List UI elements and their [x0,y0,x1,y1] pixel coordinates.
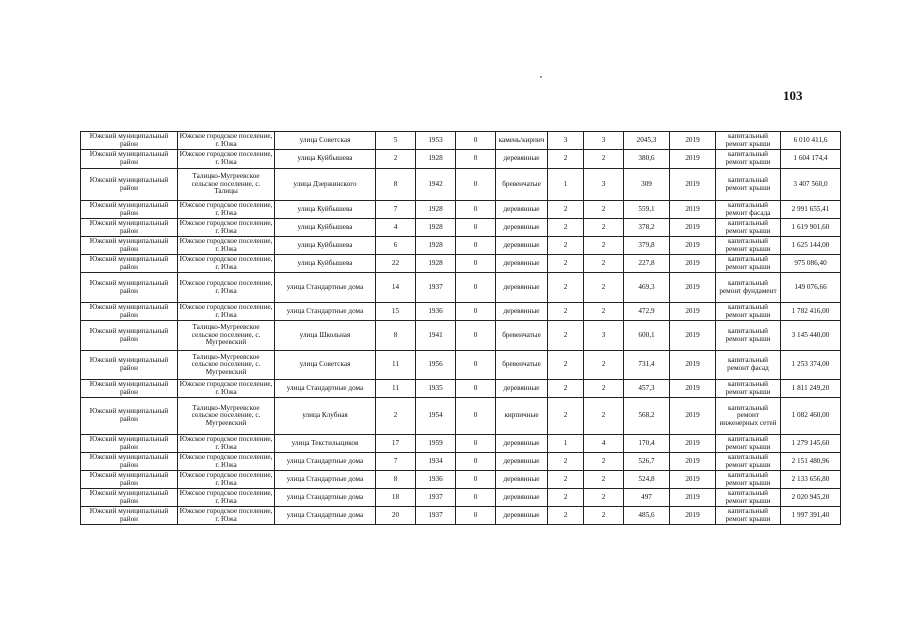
district-cell: Южский муниципальный район [81,321,178,351]
house-number-cell: 17 [376,435,416,453]
wall-material-cell: деревянные [496,201,548,219]
house-number-cell: 11 [376,380,416,398]
plan-year-cell: 2019 [670,255,716,273]
table-row [81,255,841,273]
plan-year-cell: 2019 [670,132,716,150]
cost-cell: 1 811 249,20 [781,380,841,398]
cost-cell: 1 082 460,00 [781,398,841,435]
settlement-cell: Южское городское поселение, г. Южа [178,435,275,453]
area-cell: 497 [624,489,670,507]
plan-year-cell: 2019 [670,201,716,219]
housing-repair-table [80,131,841,525]
house-number-cell: 11 [376,351,416,380]
zero-column-cell: 0 [456,380,496,398]
table-row [81,453,841,471]
area-cell: 457,3 [624,380,670,398]
floors-cell: 2 [548,507,584,525]
wall-material-cell: бревенчатые [496,169,548,201]
settlement-cell: Южское городское поселение, г. Южа [178,219,275,237]
plan-year-cell: 2019 [670,435,716,453]
area-cell: 568,2 [624,398,670,435]
entrances-cell: 2 [584,453,624,471]
area-cell: 227,8 [624,255,670,273]
settlement-cell: Южское городское поселение, г. Южа [178,255,275,273]
work-type-cell: капитальный ремонт крыши [716,169,781,201]
work-type-cell: капитальный ремонт крыши [716,380,781,398]
house-number-cell: 8 [376,169,416,201]
district-cell: Южский муниципальный район [81,398,178,435]
entrances-cell: 2 [584,201,624,219]
zero-column-cell: 0 [456,201,496,219]
plan-year-cell: 2019 [670,471,716,489]
work-type-cell: капитальный ремонт инженерных сетей [716,398,781,435]
cost-cell: 2 133 656,80 [781,471,841,489]
street-cell: улица Советская [275,351,376,380]
table-row [81,132,841,150]
settlement-cell: Южское городское поселение, г. Южа [178,273,275,303]
plan-year-cell: 2019 [670,169,716,201]
build-year-cell: 1935 [416,380,456,398]
plan-year-cell: 2019 [670,237,716,255]
floors-cell: 2 [548,453,584,471]
entrances-cell: 3 [584,321,624,351]
area-cell: 378,2 [624,219,670,237]
settlement-cell: Южское городское поселение, г. Южа [178,237,275,255]
floors-cell: 2 [548,398,584,435]
build-year-cell: 1928 [416,237,456,255]
street-cell: улица Стандартные дома [275,380,376,398]
build-year-cell: 1937 [416,273,456,303]
zero-column-cell: 0 [456,132,496,150]
plan-year-cell: 2019 [670,507,716,525]
table-row [81,435,841,453]
district-cell: Южский муниципальный район [81,219,178,237]
cost-cell: 6 010 411,6 [781,132,841,150]
floors-cell: 2 [548,255,584,273]
cost-cell: 1 625 144,00 [781,237,841,255]
floors-cell: 2 [548,237,584,255]
build-year-cell: 1934 [416,453,456,471]
cost-cell: 975 086,40 [781,255,841,273]
entrances-cell: 2 [584,489,624,507]
settlement-cell: Южское городское поселение, г. Южа [178,201,275,219]
house-number-cell: 2 [376,150,416,169]
settlement-cell: Южское городское поселение, г. Южа [178,489,275,507]
area-cell: 379,8 [624,237,670,255]
house-number-cell: 22 [376,255,416,273]
cost-cell: 1 997 391,40 [781,507,841,525]
table-row [81,219,841,237]
build-year-cell: 1936 [416,303,456,321]
area-cell: 170,4 [624,435,670,453]
table-row [81,150,841,169]
street-cell: улица Стандартные дома [275,453,376,471]
entrances-cell: 3 [584,132,624,150]
cost-cell: 1 619 901,60 [781,219,841,237]
table-row [81,201,841,219]
street-cell: улица Куйбышева [275,255,376,273]
district-cell: Южский муниципальный район [81,351,178,380]
cost-cell: 1 279 145,60 [781,435,841,453]
build-year-cell: 1959 [416,435,456,453]
plan-year-cell: 2019 [670,321,716,351]
street-cell: улица Дзержинского [275,169,376,201]
entrances-cell: 2 [584,273,624,303]
street-cell: улица Стандартные дома [275,303,376,321]
settlement-cell: Южское городское поселение, г. Южа [178,132,275,150]
settlement-cell: Южское городское поселение, г. Южа [178,303,275,321]
wall-material-cell: деревянные [496,435,548,453]
zero-column-cell: 0 [456,351,496,380]
table-row [81,169,841,201]
entrances-cell: 2 [584,237,624,255]
district-cell: Южский муниципальный район [81,453,178,471]
zero-column-cell: 0 [456,435,496,453]
wall-material-cell: деревянные [496,489,548,507]
work-type-cell: капитальный ремонт крыши [716,435,781,453]
settlement-cell: Южское городское поселение, г. Южа [178,471,275,489]
floors-cell: 1 [548,435,584,453]
zero-column-cell: 0 [456,471,496,489]
wall-material-cell: деревянные [496,471,548,489]
plan-year-cell: 2019 [670,398,716,435]
district-cell: Южский муниципальный район [81,255,178,273]
work-type-cell: капитальный ремонт крыши [716,132,781,150]
table-body [81,132,841,525]
table-row [81,471,841,489]
build-year-cell: 1953 [416,132,456,150]
house-number-cell: 2 [376,398,416,435]
floors-cell: 2 [548,201,584,219]
work-type-cell: капитальный ремонт крыши [716,489,781,507]
floors-cell: 2 [548,219,584,237]
street-cell: улица Куйбышева [275,219,376,237]
cost-cell: 3 145 440,00 [781,321,841,351]
zero-column-cell: 0 [456,237,496,255]
street-cell: улица Стандартные дома [275,507,376,525]
page-number: 103 [783,88,803,103]
floors-cell: 3 [548,132,584,150]
house-number-cell: 20 [376,507,416,525]
build-year-cell: 1937 [416,507,456,525]
zero-column-cell: 0 [456,398,496,435]
build-year-cell: 1928 [416,219,456,237]
entrances-cell: 2 [584,471,624,489]
wall-material-cell: деревянные [496,380,548,398]
build-year-cell: 1936 [416,471,456,489]
street-cell: улица Куйбышева [275,201,376,219]
plan-year-cell: 2019 [670,150,716,169]
build-year-cell: 1928 [416,150,456,169]
entrances-cell: 2 [584,150,624,169]
floors-cell: 2 [548,321,584,351]
wall-material-cell: бревенчатые [496,321,548,351]
work-type-cell: капитальный ремонт крыши [716,255,781,273]
entrances-cell: 2 [584,380,624,398]
cost-cell: 2 020 945,20 [781,489,841,507]
work-type-cell: капитальный ремонт крыши [716,453,781,471]
table-row [81,237,841,255]
cost-cell: 2 991 655,41 [781,201,841,219]
table-row [81,321,841,351]
house-number-cell: 6 [376,237,416,255]
district-cell: Южский муниципальный район [81,303,178,321]
zero-column-cell: 0 [456,453,496,471]
zero-column-cell: 0 [456,321,496,351]
cost-cell: 1 253 374,00 [781,351,841,380]
district-cell: Южский муниципальный район [81,273,178,303]
district-cell: Южский муниципальный район [81,169,178,201]
plan-year-cell: 2019 [670,380,716,398]
area-cell: 469,3 [624,273,670,303]
zero-column-cell: 0 [456,219,496,237]
area-cell: 559,1 [624,201,670,219]
entrances-cell: 2 [584,303,624,321]
work-type-cell: капитальный ремонт крыши [716,219,781,237]
street-cell: улица Текстильщиков [275,435,376,453]
cost-cell: 2 151 480,96 [781,453,841,471]
wall-material-cell: деревянные [496,303,548,321]
entrances-cell: 3 [584,169,624,201]
district-cell: Южский муниципальный район [81,237,178,255]
wall-material-cell: деревянные [496,507,548,525]
district-cell: Южский муниципальный район [81,132,178,150]
build-year-cell: 1956 [416,351,456,380]
cost-cell: 1 782 416,00 [781,303,841,321]
house-number-cell: 7 [376,453,416,471]
district-cell: Южский муниципальный район [81,435,178,453]
floors-cell: 2 [548,351,584,380]
wall-material-cell: деревянные [496,150,548,169]
district-cell: Южский муниципальный район [81,471,178,489]
wall-material-cell: бревенчатые [496,351,548,380]
zero-column-cell: 0 [456,169,496,201]
floors-cell: 2 [548,471,584,489]
build-year-cell: 1928 [416,201,456,219]
work-type-cell: капитальный ремонт крыши [716,303,781,321]
district-cell: Южский муниципальный район [81,489,178,507]
floors-cell: 2 [548,273,584,303]
floors-cell: 2 [548,380,584,398]
plan-year-cell: 2019 [670,303,716,321]
zero-column-cell: 0 [456,507,496,525]
street-cell: улица Клубная [275,398,376,435]
house-number-cell: 15 [376,303,416,321]
area-cell: 380,6 [624,150,670,169]
entrances-cell: 2 [584,351,624,380]
street-cell: улица Стандартные дома [275,489,376,507]
floors-cell: 2 [548,489,584,507]
settlement-cell: Талицко-Мугреевское сельское поселение, с. Мугреевский [178,398,275,435]
work-type-cell: капитальный ремонт крыши [716,471,781,489]
zero-column-cell: 0 [456,303,496,321]
area-cell: 309 [624,169,670,201]
build-year-cell: 1937 [416,489,456,507]
wall-material-cell: деревянные [496,219,548,237]
street-cell: улица Стандартные дома [275,471,376,489]
table-row [81,507,841,525]
build-year-cell: 1941 [416,321,456,351]
street-cell: улица Куйбышева [275,150,376,169]
house-number-cell: 7 [376,201,416,219]
wall-material-cell: кирпичные [496,398,548,435]
plan-year-cell: 2019 [670,273,716,303]
wall-material-cell: деревянные [496,237,548,255]
scan-speck [540,76,542,78]
build-year-cell: 1928 [416,255,456,273]
work-type-cell: капитальный ремонт крыши [716,237,781,255]
table-row [81,489,841,507]
zero-column-cell: 0 [456,255,496,273]
work-type-cell: капитальный ремонт фасад [716,351,781,380]
table-row [81,303,841,321]
settlement-cell: Южское городское поселение, г. Южа [178,453,275,471]
zero-column-cell: 0 [456,489,496,507]
house-number-cell: 14 [376,273,416,303]
cost-cell: 1 604 174,4 [781,150,841,169]
district-cell: Южский муниципальный район [81,380,178,398]
district-cell: Южский муниципальный район [81,507,178,525]
area-cell: 485,6 [624,507,670,525]
wall-material-cell: деревянные [496,453,548,471]
work-type-cell: капитальный ремонт крыши [716,150,781,169]
build-year-cell: 1954 [416,398,456,435]
work-type-cell: капитальный ремонт крыши [716,507,781,525]
table-row [81,273,841,303]
plan-year-cell: 2019 [670,489,716,507]
cost-cell: 149 076,66 [781,273,841,303]
work-type-cell: капитальный ремонт крыши [716,321,781,351]
zero-column-cell: 0 [456,273,496,303]
table-row [81,351,841,380]
house-number-cell: 4 [376,219,416,237]
district-cell: Южский муниципальный район [81,150,178,169]
settlement-cell: Талицко-Мугреевское сельское поселение, с. Мугреевский [178,351,275,380]
area-cell: 2045,3 [624,132,670,150]
entrances-cell: 2 [584,255,624,273]
table-row [81,380,841,398]
entrances-cell: 4 [584,435,624,453]
zero-column-cell: 0 [456,150,496,169]
plan-year-cell: 2019 [670,351,716,380]
street-cell: улица Стандартные дома [275,273,376,303]
entrances-cell: 2 [584,219,624,237]
wall-material-cell: камень/кирпич [496,132,548,150]
floors-cell: 2 [548,150,584,169]
entrances-cell: 2 [584,507,624,525]
area-cell: 526,7 [624,453,670,471]
work-type-cell: капитальный ремонт фасада [716,201,781,219]
floors-cell: 1 [548,169,584,201]
floors-cell: 2 [548,303,584,321]
settlement-cell: Талицко-Мугреевское сельское поселение, с. Мугреевский [178,321,275,351]
house-number-cell: 8 [376,321,416,351]
wall-material-cell: деревянные [496,273,548,303]
street-cell: улица Школьная [275,321,376,351]
street-cell: улица Советская [275,132,376,150]
settlement-cell: Южское городское поселение, г. Южа [178,380,275,398]
entrances-cell: 2 [584,398,624,435]
district-cell: Южский муниципальный район [81,201,178,219]
work-type-cell: капитальный ремонт фундамент [716,273,781,303]
build-year-cell: 1942 [416,169,456,201]
table-row [81,398,841,435]
settlement-cell: Южское городское поселение, г. Южа [178,507,275,525]
plan-year-cell: 2019 [670,453,716,471]
area-cell: 472,9 [624,303,670,321]
house-number-cell: 5 [376,132,416,150]
settlement-cell: Южское городское поселение, г. Южа [178,150,275,169]
house-number-cell: 8 [376,471,416,489]
street-cell: улица Куйбышева [275,237,376,255]
cost-cell: 3 407 560,0 [781,169,841,201]
area-cell: 524,8 [624,471,670,489]
area-cell: 600,1 [624,321,670,351]
house-number-cell: 18 [376,489,416,507]
settlement-cell: Талицко-Мугреевское сельское поселение, с. Талицы [178,169,275,201]
area-cell: 731,4 [624,351,670,380]
plan-year-cell: 2019 [670,219,716,237]
wall-material-cell: деревянные [496,255,548,273]
